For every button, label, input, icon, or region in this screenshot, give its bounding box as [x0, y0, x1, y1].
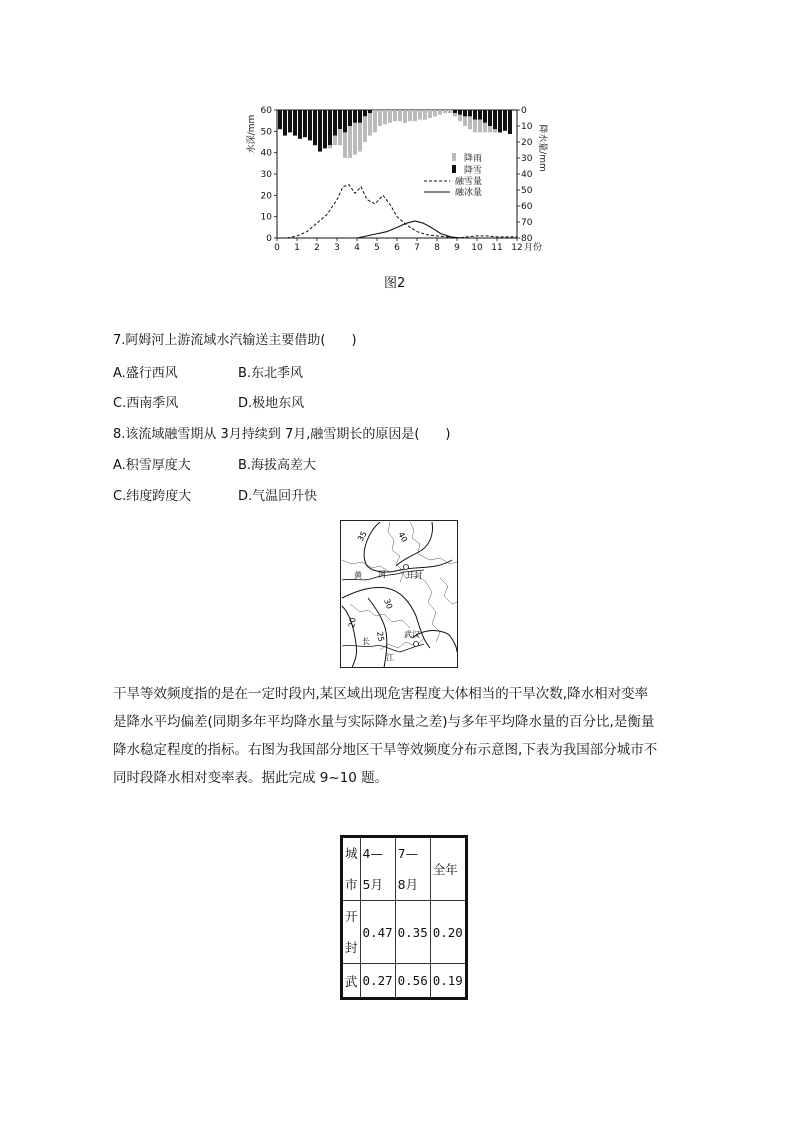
- paragraph-line: 干旱等效频度指的是在一定时段内,某区域出现危害程度大体相当的干旱次数,降水相对变率: [113, 686, 649, 702]
- table-header-row: [342, 837, 467, 901]
- rain-bar: [453, 113, 457, 116]
- rain-bar: [373, 110, 377, 132]
- x-tick-label: 0: [274, 243, 280, 253]
- rain-bar: [438, 110, 442, 115]
- snow-bar: [283, 110, 287, 136]
- snow-bar: [458, 110, 462, 115]
- rain-bar: [458, 115, 462, 121]
- x-axis-label: 月份: [523, 243, 543, 253]
- rain-bar: [388, 110, 392, 123]
- question-7-option-a: A.盛行西风: [113, 366, 178, 381]
- city-label-kaifeng: 开封: [406, 571, 422, 580]
- snow-bar: [318, 110, 322, 152]
- header-annual: 全年: [430, 837, 466, 901]
- rain-bar: [358, 123, 362, 152]
- snow-bar: [483, 110, 487, 123]
- right-tick-label: 20: [521, 138, 533, 148]
- header-jul-aug: 7— 8月: [395, 837, 430, 901]
- left-tick-label: 40: [260, 148, 272, 159]
- snow-bar: [498, 110, 502, 132]
- city-cell: 开 封: [342, 901, 361, 964]
- hydrology-chart: [240, 98, 560, 258]
- rain-bar: [383, 110, 387, 124]
- rain-bar: [443, 110, 447, 113]
- legend-rain-label: 降雨: [464, 154, 483, 164]
- legend-icemelt-label: 融冰量: [455, 188, 483, 198]
- x-tick-label: 8: [434, 243, 440, 253]
- rain-bar: [473, 120, 477, 133]
- figure-caption: 图2: [384, 276, 406, 291]
- rain-bar: [328, 145, 332, 148]
- x-tick-label: 9: [454, 243, 460, 253]
- question-8-option-b: B.海拔高差大: [238, 458, 317, 473]
- rain-bar: [333, 136, 337, 146]
- left-tick-label: 20: [260, 191, 272, 202]
- rain-bar: [368, 113, 372, 135]
- rain-bar: [488, 126, 492, 132]
- intro-paragraph: [113, 680, 683, 792]
- right-tick-label: 10: [521, 122, 533, 132]
- snow-bar: [503, 110, 507, 131]
- isoline-label-35: 35: [355, 529, 369, 543]
- snow-bar: [313, 110, 317, 145]
- question-7-option-c: C.西南季风: [113, 396, 179, 411]
- right-tick-label: 80: [521, 234, 533, 244]
- rain-bar: [423, 110, 427, 120]
- snow-bar: [298, 110, 302, 139]
- snow-bar: [288, 110, 292, 132]
- legend-snow-swatch: [452, 165, 456, 173]
- snow-bar: [338, 110, 342, 129]
- value-cell: 0.56: [395, 964, 430, 999]
- x-tick-label: 3: [334, 243, 340, 253]
- snow-bar: [463, 110, 467, 116]
- table-row: [342, 964, 467, 999]
- table-row: [342, 901, 467, 964]
- city-label-wuhan: 武汉: [404, 630, 420, 639]
- snow-bar: [333, 110, 337, 136]
- value-cell: 0.27: [360, 964, 395, 999]
- question-8-option-c: C.纬度跨度大: [113, 489, 192, 504]
- rain-bar: [478, 120, 482, 133]
- x-tick-label: 11: [491, 243, 503, 253]
- right-tick-label: 30: [521, 154, 533, 164]
- x-tick-label: 6: [394, 243, 400, 253]
- snow-bar: [308, 110, 312, 140]
- river-label-chang: 长: [362, 637, 370, 646]
- snow-bar: [368, 110, 372, 113]
- city-marker-wuhan: [414, 642, 419, 647]
- x-tick-label: 5: [374, 243, 380, 253]
- rain-bar: [348, 126, 352, 158]
- isoline-label-40: 40: [396, 530, 410, 544]
- rain-bar: [343, 132, 347, 158]
- question-8-stem: 8.该流域融雪期从 3月持续到 7月,融雪期长的原因是( ): [113, 427, 451, 442]
- left-tick-label: 60: [260, 106, 272, 116]
- legend-snowmelt-label: 融雪量: [455, 177, 483, 187]
- snow-bar: [358, 110, 362, 123]
- river-label-jiang: 江: [386, 653, 394, 662]
- legend-rain-swatch: [452, 153, 456, 161]
- snow-bar: [343, 110, 347, 132]
- paragraph-line: 是降水平均偏差(同期多年平均降水量与实际降水量之差)与多年平均降水量的百分比,是衡量: [113, 714, 655, 730]
- snow-bar: [508, 110, 512, 134]
- question-7-stem: 7.阿姆河上游流域水汽输送主要借助( ): [113, 333, 357, 348]
- isoline-label-30: 30: [382, 597, 395, 611]
- left-tick-label: 0: [266, 234, 272, 244]
- left-tick-label: 10: [260, 212, 272, 223]
- rain-bar: [403, 110, 407, 123]
- question-8-option-d: D.气温回升快: [238, 489, 318, 504]
- left-tick-label: 50: [260, 127, 272, 138]
- value-cell: 0.20: [430, 901, 466, 964]
- right-tick-label: 0: [521, 106, 527, 116]
- rain-bar: [468, 116, 472, 129]
- drought-frequency-map: [340, 520, 458, 668]
- right-tick-label: 40: [521, 170, 533, 180]
- question-7-option-b: B.东北季风: [238, 366, 304, 381]
- river-label-huang: 黄: [354, 571, 362, 580]
- snow-bar: [363, 110, 367, 116]
- x-tick-label: 1: [294, 243, 300, 253]
- snow-bar: [493, 110, 497, 129]
- rain-bar: [428, 110, 432, 118]
- city-marker-kaifeng: [404, 565, 409, 570]
- snow-bar: [348, 110, 352, 126]
- river-label-he: 河: [378, 570, 386, 579]
- snow-bar: [488, 110, 492, 126]
- rain-bar: [393, 110, 397, 121]
- right-axis-label: 降水量/mm: [537, 124, 547, 172]
- rain-bar: [363, 116, 367, 142]
- snow-bar: [353, 110, 357, 123]
- x-tick-label: 4: [354, 243, 360, 253]
- left-tick-label: 30: [260, 170, 272, 180]
- question-7-option-d: D.极地东风: [238, 396, 305, 411]
- value-cell: 0.47: [360, 901, 395, 964]
- rain-bar: [413, 110, 417, 121]
- paragraph-line: 降水稳定程度的指标。右图为我国部分地区干旱等效频度分布示意图,下表为我国部分城市不: [113, 742, 658, 758]
- rain-bar: [463, 116, 467, 126]
- snow-bar: [328, 110, 332, 145]
- snow-bar: [478, 110, 482, 120]
- rain-bar: [338, 129, 342, 145]
- x-tick-label: 7: [414, 243, 420, 253]
- value-cell: 0.19: [430, 964, 466, 999]
- x-tick-label: 12: [511, 243, 523, 253]
- snow-bar: [473, 110, 477, 120]
- right-tick-label: 50: [521, 186, 533, 196]
- rain-bar: [378, 110, 382, 126]
- right-tick-label: 70: [521, 218, 533, 228]
- rain-bar: [408, 110, 412, 121]
- snow-bar: [323, 110, 327, 148]
- snow-bar: [453, 110, 457, 113]
- x-tick-label: 2: [314, 243, 320, 253]
- rain-bar: [353, 123, 357, 155]
- precipitation-variability-table: [340, 835, 468, 1000]
- question-8-option-a: A.积雪厚度大: [113, 458, 191, 473]
- header-apr-may: 4— 5月: [360, 837, 395, 901]
- paragraph-line: 同时段降水相对变率表。据此完成 9~10 题。: [113, 770, 389, 786]
- value-cell: 0.35: [395, 901, 430, 964]
- snow-bar: [278, 110, 282, 129]
- snow-bar: [293, 110, 297, 136]
- snow-bar: [303, 110, 307, 137]
- right-tick-label: 60: [521, 202, 533, 212]
- city-cell: 武: [342, 964, 361, 999]
- rain-bar: [398, 110, 402, 121]
- rain-bar: [493, 129, 497, 132]
- header-city: 城 市: [342, 837, 361, 901]
- rain-bar: [418, 110, 422, 120]
- isoline-label-25: 25: [375, 630, 386, 643]
- rain-bar: [433, 110, 437, 116]
- legend-snow-label: 降雪: [464, 166, 483, 176]
- rain-bar: [448, 110, 452, 113]
- left-axis-label: 水深/mm: [247, 114, 257, 154]
- x-tick-label: 10: [471, 243, 483, 253]
- rain-bar: [483, 123, 487, 133]
- snow-bar: [468, 110, 472, 116]
- isoline-label-20: 20: [347, 616, 358, 629]
